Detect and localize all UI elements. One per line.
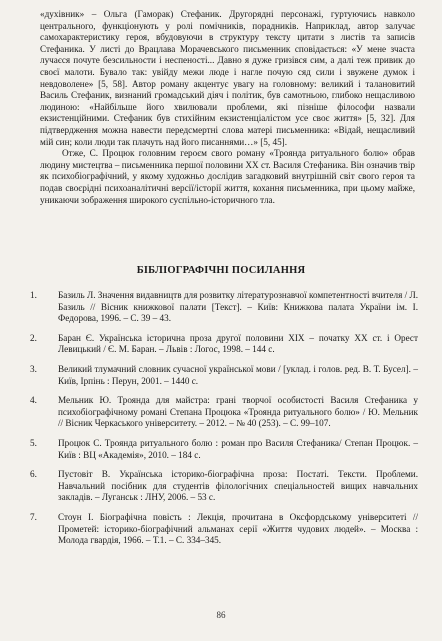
reference-item [30,395,418,430]
reference-number: 2. [30,332,37,343]
reference-text: Процюк С. Троянда ритуального болю : роман про Василя Стефаника/ Степан Процюк. – Київ : ВЦ «Академія», 2010. – 184 с. [58,437,418,460]
body-text [40,9,415,206]
reference-item [30,512,418,547]
reference-number: 5. [30,437,37,448]
reference-item [30,333,418,356]
reference-number: 6. [30,469,37,480]
page-number: 86 [216,610,226,620]
reference-list [30,290,418,555]
reference-item [30,290,418,325]
reference-number: 1. [30,290,37,300]
paragraph: «духівник» – Ольга (Гаморак) Стефаник. Другорядні персонажі, гуртуючись навколо центрального, функціонують у ролі помічників, порадників. Наприклад, автор залучає самохарактеристику героя, вбудовуючи в структуру тексту цитати з листів та записів Стефаника. У листі до Врацлава Морачевського письменник сповідається: «У мене зчаста лучаєся почуте безсильности і неспеності... Давно я дуже гризівся сим, а далі теж привик до своєї малоти. Бувало так: увійду межи люде і нагле почую сяд сили і звужене думок і невдоволене» [5, 58]. Автор роману акцентує увагу на головному: великий і талановитий Василь Стефаник, визнаний громадський діяч і політик, був самотньою, глибоко нещасливою людиною: «Найбільше його хвилювали проблеми, які пізніше філософи назвали екзистенційними. Стефаник був стихійним екзистенціалістом усе своє життя» [5, 32]. Для підтвердження можна навести передсмертні слова матері письменника: «Відай, нещасливий мій син; коли люди так плачуть над його писаннями…» [5, 45]. [40,9,415,147]
reference-text: Великий тлумачний словник сучасної української мови / [уклад. і голов. ред. В. Т. Бусел]. – Київ, Ірпінь : Перун, 2001. – 1440 с. [58,363,418,386]
reference-text: Пустовіт В. Українська історико-біографічна проза: Постаті. Тексти. Проблеми. Навчальний посібник для студентів філологічних спеціальностей вищих навчальних закладів. – Луганськ : ЛНУ, 2006. – 53 с. [58,469,418,503]
reference-text: Баран Є. Українська історична проза другої половини XIX – початку XX ст. і Орест Левицький / Є. М. Баран. – Львів : Логос, 1998. – 144 с. [58,332,418,355]
reference-item [30,469,418,504]
reference-text: Базиль Л. Значення видавництв для розвитку літературознавчої компетентності вчителя / Л. Базиль // Вісник книжкової палати [Текст]. – Київ: Книжкова палата України ім. І. Федорова, 1996. – С. 39 – 43. [58,290,418,324]
reference-item [30,364,418,387]
reference-item [30,438,418,461]
reference-number: 3. [30,363,37,374]
paragraph: Отже, С. Процюк головним героєм свого роману «Троянда ритуального болю» обрав людину мистецтва – письменника першої половини XX ст. Василя Стефаника. Він означив твір як психобіографічний, у якому художньо дослідив загадковий внутрішній світ свого героя та подав своєрідні психоаналітичні версії/історії життя, кохання письменника, при цьому майже, уникаючи зображення широкого суспільно-історичного тла. [40,148,415,205]
reference-number: 7. [30,511,37,522]
section-heading: БІБЛІОГРАФІЧНІ ПОСИЛАННЯ [136,265,306,276]
reference-text: Стоун І. Біографічна повість : Лекція, прочитана в Оксфордському університеті // Прометей: історико-біографічний альманах серії «Життя чудових людей». – Москва : Молода гвардія, 1966. – Т.1. – С. 334–345. [58,511,418,546]
reference-text: Мельник Ю. Троянда для майстра: грані творчої особистості Василя Стефаника у психобіографічному романі Степана Процюка «Троянда ритуального болю» / Ю. Мельник // Вісник Черкаського університету. – 2012. – № 40 (253). – С. 99–107. [58,395,418,429]
reference-number: 4. [30,395,37,406]
